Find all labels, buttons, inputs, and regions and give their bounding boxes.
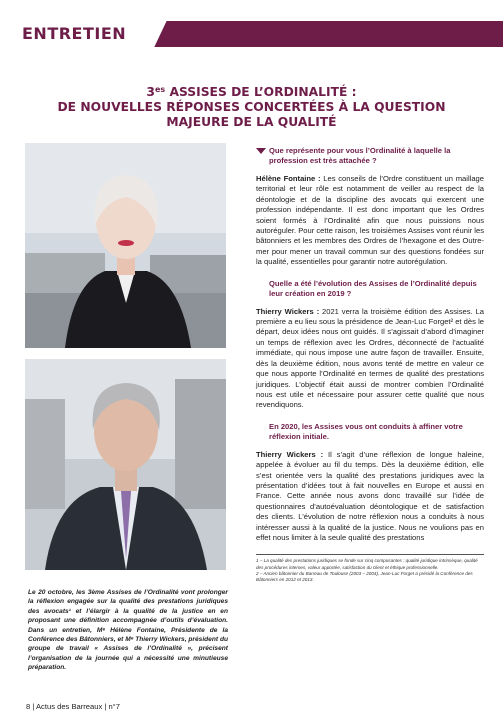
- headline-line-2: DE NOUVELLES RÉPONSES CONCERTÉES À LA QUESTION: [57, 100, 446, 114]
- answer-3: [256, 450, 484, 544]
- answer-2: [256, 307, 484, 411]
- section-label: ENTRETIEN: [22, 24, 127, 43]
- headline-number: 3: [146, 85, 155, 99]
- question-3: En 2020, les Assises vous ont conduits à affiner votre réflexion initiale.: [269, 421, 463, 441]
- page-footer: 8 | Actus des Barreaux | n°7: [26, 702, 120, 711]
- question-2: Quelle a été l’évolution des Assises de l’Ordinalité depuis leur création en 2019 ?: [269, 278, 477, 298]
- headline-line-3: MAJEURE DE LA QUALITÉ: [166, 115, 337, 129]
- answer-3-text: Il s’agit d’une réflexion de longue haleine, appelée à évoluer au fil du temps. Dès la deuxième édition, elle s’est orientée vers la qualité des prestations juridiques avec la présentation d’idées tout à fait nouvelles en Europe et aussi en France. Cette année nous avons donc travaillé sur l’idée de questionnaires d’autoévaluation déontologique et de satisfaction des clients. L’évolution de notre réflexion nous a conduits à nous intéresser aussi à la qualité de la justice. Nous ne voulions pas en effet nous limiter à la seule qualité des prestations: [256, 449, 484, 542]
- answer-2-text: 2021 verra la troisième édition des Assises. La première a eu lieu sous la présidence de Jean-Luc Forget² et dès le départ, deux idées nous ont guidés. Il s’agissait d’abord d’imaginer un temps de réflexion avec les Ordres, déconnecté de l’actualité immédiate, qui nous impose une autre façon de travailler. Ensuite, dès la deuxième édition, nous avons tenté de mettre en valeur ce que nous apporte l’Ordinalité en termes de qualité des prestations juridiques. L’objectif était aussi de montrer combien l’Ordinalité nous est utile et nécessaire pour assurer cette qualité que nous revendiquons.: [256, 306, 484, 410]
- intro-paragraph: Le 20 octobre, les 3ème Assises de l’Ordinalité vont prolonger la réflexion engagée sur la qualité des prestations juridiques des avocats¹ et l’élargir à la qualité de la justice en en proposant une définition accompagnée d’outils d’évaluation. Dans un entretien, Mᵉ Hélène Fontaine, Présidente de la Conférence des Bâtonniers, et Mᵉ Thierry Wickers, président du groupe de travail « Assises de l’Ordinalité », précisent l’organisation de la journée qui a nécessité une minutieuse préparation.: [28, 589, 228, 672]
- portrait-thierry-wickers: [25, 359, 226, 570]
- question-1: Que représente pour vous l’Ordinalité à laquelle la profession est très attachée ?: [256, 146, 484, 166]
- article-headline: [20, 82, 483, 130]
- answer-1-text: Les conseils de l’Ordre constituent un maillage territorial et leur rôle est notamment de veiller au respect de la déontologie et de la discipline des avocats qui exercent une profession indépendante. Il est donc important que les Ordres soient formés à l’Ordinalité afin que nous puissions nous autoréguler. Pour cette raison, les troisièmes Assises vont réunir les bâtonniers et les membres des Ordres de l’hexagone et des Outre-mer pour mener un travail commun sur des questions fondées sur la qualité, essentielles pour garantir notre autorégulation.: [256, 174, 484, 267]
- headline-line-1: ASSISES DE L’ORDINALITÉ :: [165, 85, 357, 99]
- answer-2-speaker: Thierry Wickers :: [256, 306, 320, 316]
- portrait-helene-fontaine: [25, 143, 226, 348]
- answer-1: [256, 174, 484, 268]
- answer-1-speaker: Hélène Fontaine :: [256, 174, 321, 183]
- footnote-2: 2 – Ancien bâtonnier du Barreau de Toulouse (2003 – 2004), Jean-Luc Forget a présidé la Conférence des Bâtonniers en 2012 et 2013.: [256, 570, 473, 582]
- footnote-1: 1 – La qualité des prestations juridiques se fonde sur cinq composantes : qualité juridique intrinsèque, qualité des procédures internes, valeur apportée, satisfaction du client et éthique professionnelle.: [256, 558, 478, 570]
- footnotes: [256, 554, 484, 583]
- interview-column: [256, 146, 484, 583]
- headline-number-suffix: es: [154, 85, 166, 94]
- answer-3-speaker: Thierry Wickers :: [256, 449, 324, 459]
